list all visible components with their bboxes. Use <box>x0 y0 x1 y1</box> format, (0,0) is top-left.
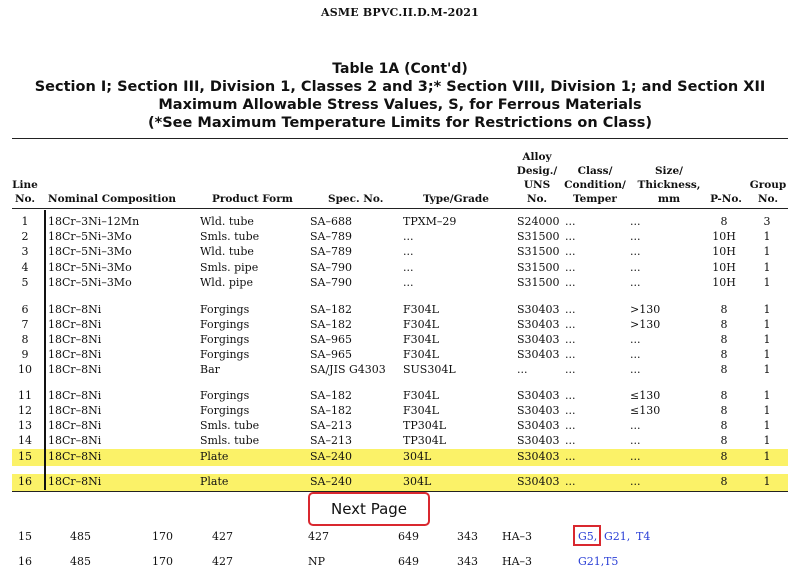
table-row <box>12 347 788 362</box>
next-cell-e: 649 <box>398 555 419 568</box>
header-p-no: P-No. <box>710 193 742 205</box>
cell-line: 1 <box>21 215 29 228</box>
cell-type: TPXM–29 <box>403 215 457 228</box>
table-row <box>12 317 788 332</box>
cell-type: F304L <box>403 389 439 402</box>
running-head: ASME BPVC.II.D.M-2021 <box>320 6 480 19</box>
next-cell-f: 343 <box>457 555 478 568</box>
table-top-rule <box>12 138 788 139</box>
cell-form: Forgings <box>200 404 250 417</box>
cell-form: Forgings <box>200 303 250 316</box>
cell-comp: 18Cr–5Ni–3Mo <box>48 245 132 258</box>
cell-spec: SA–182 <box>310 389 352 402</box>
cell-class: ... <box>565 450 576 463</box>
cell-spec: SA–965 <box>310 333 352 346</box>
next-cell-g: HA–3 <box>502 555 533 568</box>
cell-size: ... <box>630 215 641 228</box>
cell-form: Wld. tube <box>200 245 254 258</box>
note-link[interactable]: G21, <box>604 530 631 543</box>
cell-pno: 8 <box>720 363 728 376</box>
note-link[interactable]: T4 <box>636 530 651 543</box>
next-cell-line: 15 <box>18 530 32 543</box>
table-row <box>12 474 788 491</box>
cell-size: ... <box>630 230 641 243</box>
note-highlight-box <box>573 525 601 546</box>
cell-grp: 1 <box>763 318 771 331</box>
cell-pno: 8 <box>720 450 728 463</box>
next-page-row <box>12 553 788 571</box>
cell-form: Plate <box>200 450 229 463</box>
cell-pno: 8 <box>720 389 728 402</box>
cell-pno: 8 <box>720 475 728 488</box>
header-type-grade: Type/Grade <box>423 193 489 205</box>
cell-class: ... <box>565 303 576 316</box>
header-uns-3: UNS <box>523 179 551 191</box>
header-nominal-composition: Nominal Composition <box>48 193 176 205</box>
cell-spec: SA–182 <box>310 318 352 331</box>
cell-uns: S24000 <box>517 215 560 228</box>
next-cell-g: HA–3 <box>502 530 533 543</box>
cell-size: ... <box>630 348 641 361</box>
cell-pno: 8 <box>720 303 728 316</box>
cell-grp: 1 <box>763 419 771 432</box>
cell-type: ... <box>403 261 414 274</box>
cell-comp: 18Cr–8Ni <box>48 303 102 316</box>
note-link[interactable]: G5, <box>578 530 598 543</box>
table-scope: Section I; Section III, Division 1, Classes 2 and 3;* Section VIII, Division 1; and Section XII <box>34 79 766 95</box>
cell-class: ... <box>565 230 576 243</box>
cell-form: Plate <box>200 475 229 488</box>
cell-class: ... <box>565 389 576 402</box>
cell-class: ... <box>565 363 576 376</box>
cell-comp: 18Cr–8Ni <box>48 419 102 432</box>
header-group-2: No. <box>757 193 779 205</box>
table-row <box>12 275 788 290</box>
cell-pno: 8 <box>720 419 728 432</box>
cell-spec: SA–182 <box>310 303 352 316</box>
cell-comp: 18Cr–5Ni–3Mo <box>48 276 132 289</box>
cell-uns: S30403 <box>517 303 560 316</box>
cell-class: ... <box>565 348 576 361</box>
next-cell-d: 427 <box>308 530 329 543</box>
cell-grp: 1 <box>763 261 771 274</box>
cell-form: Forgings <box>200 318 250 331</box>
cell-spec: SA–240 <box>310 450 352 463</box>
cell-grp: 1 <box>763 276 771 289</box>
header-line-no-2: No. <box>14 193 36 205</box>
cell-uns: S30403 <box>517 475 560 488</box>
note-link[interactable]: G21, <box>578 555 605 568</box>
next-cell-c: 427 <box>212 555 233 568</box>
cell-uns: S30403 <box>517 419 560 432</box>
cell-line: 2 <box>21 230 29 243</box>
cell-type: TP304L <box>403 434 447 447</box>
cell-type: SUS304L <box>403 363 456 376</box>
cell-class: ... <box>565 261 576 274</box>
cell-uns: S31500 <box>517 245 560 258</box>
cell-pno: 8 <box>720 434 728 447</box>
cell-pno: 8 <box>720 215 728 228</box>
cell-pno: 10H <box>712 245 736 258</box>
next-cell-e: 649 <box>398 530 419 543</box>
next-cell-b: 170 <box>152 530 173 543</box>
cell-uns: ... <box>517 363 528 376</box>
table-row <box>12 229 788 244</box>
next-cell-d: NP <box>308 555 326 568</box>
cell-uns: S31500 <box>517 276 560 289</box>
cell-spec: SA–789 <box>310 230 352 243</box>
cell-size: >130 <box>630 303 661 316</box>
cell-line: 3 <box>21 245 29 258</box>
cell-comp: 18Cr–8Ni <box>48 318 102 331</box>
cell-form: Forgings <box>200 333 250 346</box>
cell-size: ... <box>630 419 641 432</box>
cell-type: 304L <box>403 450 432 463</box>
cell-size: ... <box>630 276 641 289</box>
cell-pno: 10H <box>712 261 736 274</box>
cell-class: ... <box>565 276 576 289</box>
cell-size: ≤130 <box>630 389 661 402</box>
note-link[interactable]: T5 <box>604 555 619 568</box>
cell-class: ... <box>565 419 576 432</box>
cell-uns: S30403 <box>517 450 560 463</box>
header-class-2: Condition/ <box>564 179 626 191</box>
cell-class: ... <box>565 333 576 346</box>
cell-grp: 3 <box>763 215 771 228</box>
cell-class: ... <box>565 475 576 488</box>
cell-grp: 1 <box>763 389 771 402</box>
cell-form: Smls. pipe <box>200 261 259 274</box>
cell-spec: SA–213 <box>310 434 352 447</box>
cell-type: ... <box>403 245 414 258</box>
header-uns-4: No. <box>526 193 548 205</box>
cell-uns: S31500 <box>517 261 560 274</box>
cell-comp: 18Cr–8Ni <box>48 475 102 488</box>
cell-type: F304L <box>403 303 439 316</box>
cell-spec: SA–789 <box>310 245 352 258</box>
cell-type: TP304L <box>403 419 447 432</box>
cell-class: ... <box>565 434 576 447</box>
cell-comp: 18Cr–5Ni–3Mo <box>48 261 132 274</box>
next-page-row <box>12 528 788 546</box>
cell-size: >130 <box>630 318 661 331</box>
cell-form: Wld. pipe <box>200 276 253 289</box>
table-row <box>12 449 788 466</box>
table-title-block <box>0 60 800 132</box>
cell-line: 4 <box>21 261 29 274</box>
cell-type: ... <box>403 230 414 243</box>
cell-type: F304L <box>403 404 439 417</box>
header-product-form: Product Form <box>212 193 293 205</box>
cell-grp: 1 <box>763 245 771 258</box>
cell-comp: 18Cr–8Ni <box>48 363 102 376</box>
cell-grp: 1 <box>763 230 771 243</box>
table-row <box>12 302 788 317</box>
header-size-3: mm <box>657 193 681 205</box>
cell-pno: 10H <box>712 230 736 243</box>
cell-uns: S30403 <box>517 348 560 361</box>
next-cell-b: 170 <box>152 555 173 568</box>
cell-type: 304L <box>403 475 432 488</box>
cell-form: Forgings <box>200 389 250 402</box>
next-cell-a: 485 <box>70 555 91 568</box>
cell-comp: 18Cr–8Ni <box>48 434 102 447</box>
table-row <box>12 214 788 229</box>
cell-grp: 1 <box>763 475 771 488</box>
cell-grp: 1 <box>763 450 771 463</box>
cell-size: ... <box>630 363 641 376</box>
cell-line: 15 <box>18 450 32 463</box>
header-group-1: Group <box>749 179 787 191</box>
cell-uns: S30403 <box>517 404 560 417</box>
cell-size: ≤130 <box>630 404 661 417</box>
cell-size: ... <box>630 450 641 463</box>
cell-grp: 1 <box>763 333 771 346</box>
next-cell-line: 16 <box>18 555 32 568</box>
cell-size: ... <box>630 261 641 274</box>
cell-grp: 1 <box>763 434 771 447</box>
header-line-no-1: Line <box>12 179 38 191</box>
header-bottom-rule <box>12 208 788 209</box>
cell-uns: S30403 <box>517 318 560 331</box>
cell-comp: 18Cr–8Ni <box>48 450 102 463</box>
header-class-1: Class/ <box>577 165 613 177</box>
cell-line: 11 <box>18 389 32 402</box>
cell-grp: 1 <box>763 363 771 376</box>
header-size <box>634 164 704 206</box>
cell-form: Bar <box>200 363 220 376</box>
cell-pno: 8 <box>720 348 728 361</box>
next-page-button[interactable]: Next Page <box>308 492 430 526</box>
cell-pno: 8 <box>720 333 728 346</box>
cell-spec: SA/JIS G4303 <box>310 363 386 376</box>
cell-uns: S30403 <box>517 434 560 447</box>
cell-uns: S31500 <box>517 230 560 243</box>
cell-type: F304L <box>403 318 439 331</box>
cell-line: 13 <box>18 419 32 432</box>
cell-comp: 18Cr–8Ni <box>48 404 102 417</box>
cell-line: 16 <box>18 475 32 488</box>
cell-spec: SA–240 <box>310 475 352 488</box>
cell-size: ... <box>630 333 641 346</box>
cell-class: ... <box>565 245 576 258</box>
cell-spec: SA–790 <box>310 276 352 289</box>
cell-pno: 8 <box>720 318 728 331</box>
table-row <box>12 362 788 377</box>
cell-size: ... <box>630 245 641 258</box>
cell-form: Wld. tube <box>200 215 254 228</box>
cell-comp: 18Cr–8Ni <box>48 348 102 361</box>
cell-line: 10 <box>18 363 32 376</box>
next-cell-a: 485 <box>70 530 91 543</box>
header-uns-1: Alloy <box>522 151 552 163</box>
header-class <box>560 164 630 206</box>
cell-line: 8 <box>21 333 29 346</box>
cell-spec: SA–965 <box>310 348 352 361</box>
cell-class: ... <box>565 318 576 331</box>
cell-grp: 1 <box>763 303 771 316</box>
cell-line: 6 <box>21 303 29 316</box>
table-number: Table 1A (Cont'd) <box>332 61 468 77</box>
cell-uns: S30403 <box>517 389 560 402</box>
header-spec-no: Spec. No. <box>328 193 384 205</box>
table-subtitle: Maximum Allowable Stress Values, S, for Ferrous Materials <box>158 97 642 113</box>
table-row <box>12 418 788 433</box>
cell-spec: SA–213 <box>310 419 352 432</box>
cell-comp: 18Cr–5Ni–3Mo <box>48 230 132 243</box>
cell-line: 7 <box>21 318 29 331</box>
cell-line: 9 <box>21 348 29 361</box>
next-cell-f: 343 <box>457 530 478 543</box>
table-row <box>12 433 788 448</box>
next-cell-c: 427 <box>212 530 233 543</box>
header-uns-no <box>511 150 563 206</box>
cell-grp: 1 <box>763 348 771 361</box>
cell-class: ... <box>565 215 576 228</box>
cell-form: Smls. tube <box>200 434 260 447</box>
header-size-1: Size/ <box>654 165 684 177</box>
table-row <box>12 260 788 275</box>
cell-spec: SA–182 <box>310 404 352 417</box>
header-size-2: Thickness, <box>637 179 701 191</box>
cell-comp: 18Cr–8Ni <box>48 389 102 402</box>
header-class-3: Temper <box>573 193 617 205</box>
header-uns-2: Desig./ <box>516 165 558 177</box>
header-group-no <box>748 178 788 206</box>
cell-form: Smls. tube <box>200 419 260 432</box>
cell-spec: SA–790 <box>310 261 352 274</box>
cell-class: ... <box>565 404 576 417</box>
cell-comp: 18Cr–3Ni–12Mn <box>48 215 140 228</box>
cell-line: 5 <box>21 276 29 289</box>
cell-line: 14 <box>18 434 32 447</box>
cell-type: ... <box>403 276 414 289</box>
cell-comp: 18Cr–8Ni <box>48 333 102 346</box>
table-row <box>12 332 788 347</box>
line-number-divider <box>44 210 46 490</box>
cell-line: 12 <box>18 404 32 417</box>
cell-size: ... <box>630 475 641 488</box>
cell-form: Smls. tube <box>200 230 260 243</box>
cell-type: F304L <box>403 348 439 361</box>
table-row <box>12 403 788 418</box>
table-row <box>12 388 788 403</box>
cell-pno: 10H <box>712 276 736 289</box>
cell-size: ... <box>630 434 641 447</box>
table-restriction-note: (*See Maximum Temperature Limits for Restrictions on Class) <box>148 115 652 131</box>
cell-pno: 8 <box>720 404 728 417</box>
cell-form: Forgings <box>200 348 250 361</box>
cell-spec: SA–688 <box>310 215 352 228</box>
header-line-no <box>12 178 38 206</box>
cell-type: F304L <box>403 333 439 346</box>
cell-grp: 1 <box>763 404 771 417</box>
cell-uns: S30403 <box>517 333 560 346</box>
table-row <box>12 244 788 259</box>
